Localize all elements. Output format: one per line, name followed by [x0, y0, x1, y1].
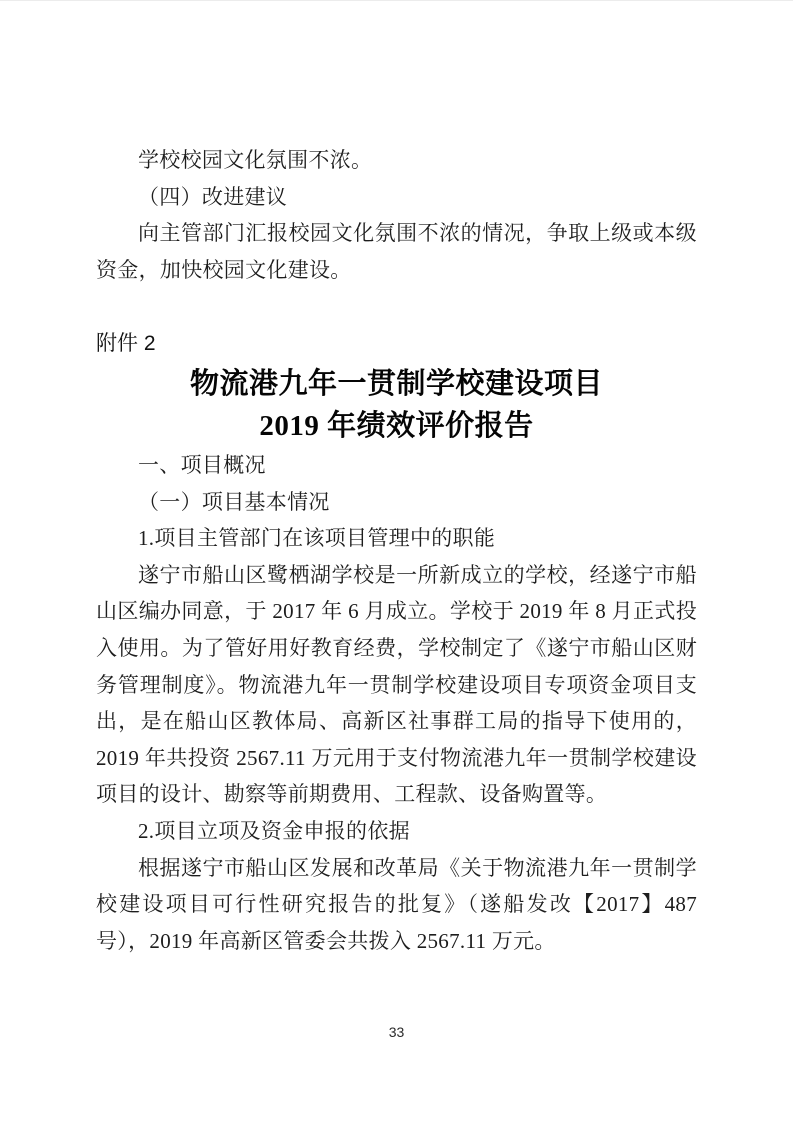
- heading-project-overview: 一、项目概况: [138, 452, 266, 477]
- document-content: [96, 1, 697, 959]
- heading-basic-situation: （一）项目基本情况: [138, 489, 330, 514]
- report-title: [96, 363, 697, 447]
- attachment-label: 附件 2: [96, 332, 156, 356]
- paragraph-improvement-body: 向主管部门汇报校园文化氛围不浓的情况，争取上级或本级资金，加快校园文化建设。: [96, 221, 697, 282]
- paragraph-project-background: 遂宁市船山区鹭栖湖学校是一所新成立的学校，经遂宁市船山区编办同意，于 2017 年 6 月成立。学校于 2019 年 8 月正式投入使用。为了管好用好教育经费，学校制定了《遂宁市船山区财务管理制度》。物流港九年一贯制学校建设项目专项资金项目支出，是在船山区教体局、高新区社事群工局的指导下使用的，2019 年共投资 2567.11 万元用于支付物流港九年一贯制学校建设项目的设计、勘察等前期费用、工程款、设备购置等。: [96, 562, 697, 807]
- paragraph-approval-basis: 根据遂宁市船山区发展和改革局《关于物流港九年一贯制学校建设项目可行性研究报告的批复》（遂船发改【2017】487 号），2019 年高新区管委会共拨入 2567.11 万元。: [96, 855, 697, 953]
- page-number: 33: [388, 1024, 405, 1040]
- heading-supervisor-function: 1.项目主管部门在该项目管理中的职能: [138, 526, 496, 551]
- report-title-line1: 物流港九年一贯制学校建设项目: [189, 367, 603, 400]
- paragraph-campus-culture: 学校校园文化氛围不浓。: [138, 148, 373, 172]
- heading-improvement-suggestions: （四）改进建议: [138, 184, 288, 209]
- report-title-line2: 2019 年绩效评价报告: [259, 409, 534, 442]
- heading-approval-basis: 2.项目立项及资金申报的依据: [138, 818, 410, 843]
